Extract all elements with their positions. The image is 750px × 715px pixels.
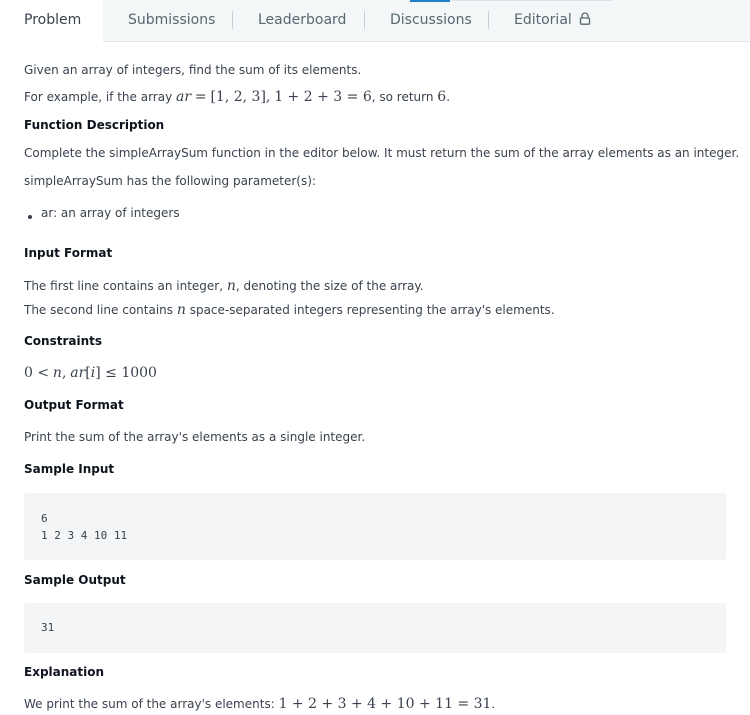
tab-discussions[interactable] xyxy=(390,0,472,42)
constraint-close: ] ≤ 1000 xyxy=(95,365,157,381)
tab-editorial-label: Editorial xyxy=(514,12,572,28)
parameter-item: ar: an array of integers xyxy=(41,206,180,220)
sample-output-heading: Sample Output xyxy=(24,573,126,587)
input-line2-pre: The second line contains xyxy=(24,303,174,317)
tab-divider xyxy=(232,11,233,29)
constraint-open: [ xyxy=(85,365,91,381)
example-prefix: For example, if the array xyxy=(24,90,173,104)
tab-problem-label: Problem xyxy=(24,12,82,28)
explanation-heading: Explanation xyxy=(24,665,105,679)
function-description-heading: Function Description xyxy=(24,118,165,132)
intro-text: Given an array of integers, find the sum of its elements. xyxy=(24,63,362,77)
parameters-intro: simpleArraySum has the following parameter(s): xyxy=(24,174,316,188)
example-result: 6 xyxy=(437,89,447,105)
tab-discussions-label: Discussions xyxy=(390,12,472,28)
input-line1-pre: The first line contains an integer, xyxy=(24,279,224,293)
tab-accent-bar xyxy=(410,0,450,2)
explanation-text xyxy=(24,696,495,712)
tab-submissions-label: Submissions xyxy=(128,12,216,28)
example-text xyxy=(24,89,450,105)
input-line1-post: , denoting the size of the array. xyxy=(235,279,424,293)
constraints-heading: Constraints xyxy=(24,334,103,348)
example-end: . xyxy=(446,90,451,104)
tab-top-border xyxy=(452,0,612,1)
sample-output-box xyxy=(24,603,726,653)
sample-input-heading: Sample Input xyxy=(24,462,115,476)
bullet-dot xyxy=(28,215,32,219)
explanation-prefix: We print the sum of the array's elements: xyxy=(24,697,275,711)
constraint-ar: ar xyxy=(70,365,86,381)
input-format-heading: Input Format xyxy=(24,246,113,260)
input-format-line2 xyxy=(24,302,555,318)
constraint-expression xyxy=(24,365,157,381)
tab-editorial[interactable] xyxy=(514,0,591,42)
constraint-comma: , xyxy=(61,365,67,381)
example-array: [1, 2, 3] xyxy=(210,89,266,105)
lock-icon xyxy=(579,1,591,42)
input-format-line1 xyxy=(24,278,424,294)
problem-tabs xyxy=(0,0,750,42)
tab-submissions[interactable] xyxy=(128,0,215,42)
constraint-n: n xyxy=(52,365,62,381)
input-line2-post: space-separated integers representing the array's elements. xyxy=(189,303,555,317)
sample-input-box xyxy=(24,493,726,560)
tab-divider xyxy=(364,11,365,29)
example-comma: , xyxy=(265,89,271,105)
tab-problem[interactable] xyxy=(0,0,103,43)
input-line1-var: n xyxy=(226,278,236,294)
constraint-i: i xyxy=(90,365,96,381)
sample-input-line2: 1 2 3 4 10 11 xyxy=(41,529,128,542)
example-mid: , so return xyxy=(371,90,434,104)
function-description-text: Complete the simpleArraySum function in the editor below. It must return the sum of the array elements as an integer. xyxy=(24,146,740,160)
explanation-expression: 1 + 2 + 3 + 4 + 10 + 11 = 31 xyxy=(278,696,492,712)
example-eq: = xyxy=(194,89,207,105)
output-format-heading: Output Format xyxy=(24,398,124,412)
sample-input-line1: 6 xyxy=(41,512,48,525)
input-line2-var: n xyxy=(176,302,186,318)
tab-divider xyxy=(488,11,489,29)
example-expression: 1 + 2 + 3 = 6 xyxy=(274,89,372,105)
tab-leaderboard-label: Leaderboard xyxy=(258,12,347,28)
output-format-text: Print the sum of the array's elements as a single integer. xyxy=(24,430,366,444)
constraint-lead: 0 < xyxy=(24,365,50,381)
sample-output-value: 31 xyxy=(41,621,55,634)
example-ar: ar xyxy=(176,89,192,105)
explanation-end: . xyxy=(491,697,496,711)
tab-leaderboard[interactable] xyxy=(258,0,346,42)
